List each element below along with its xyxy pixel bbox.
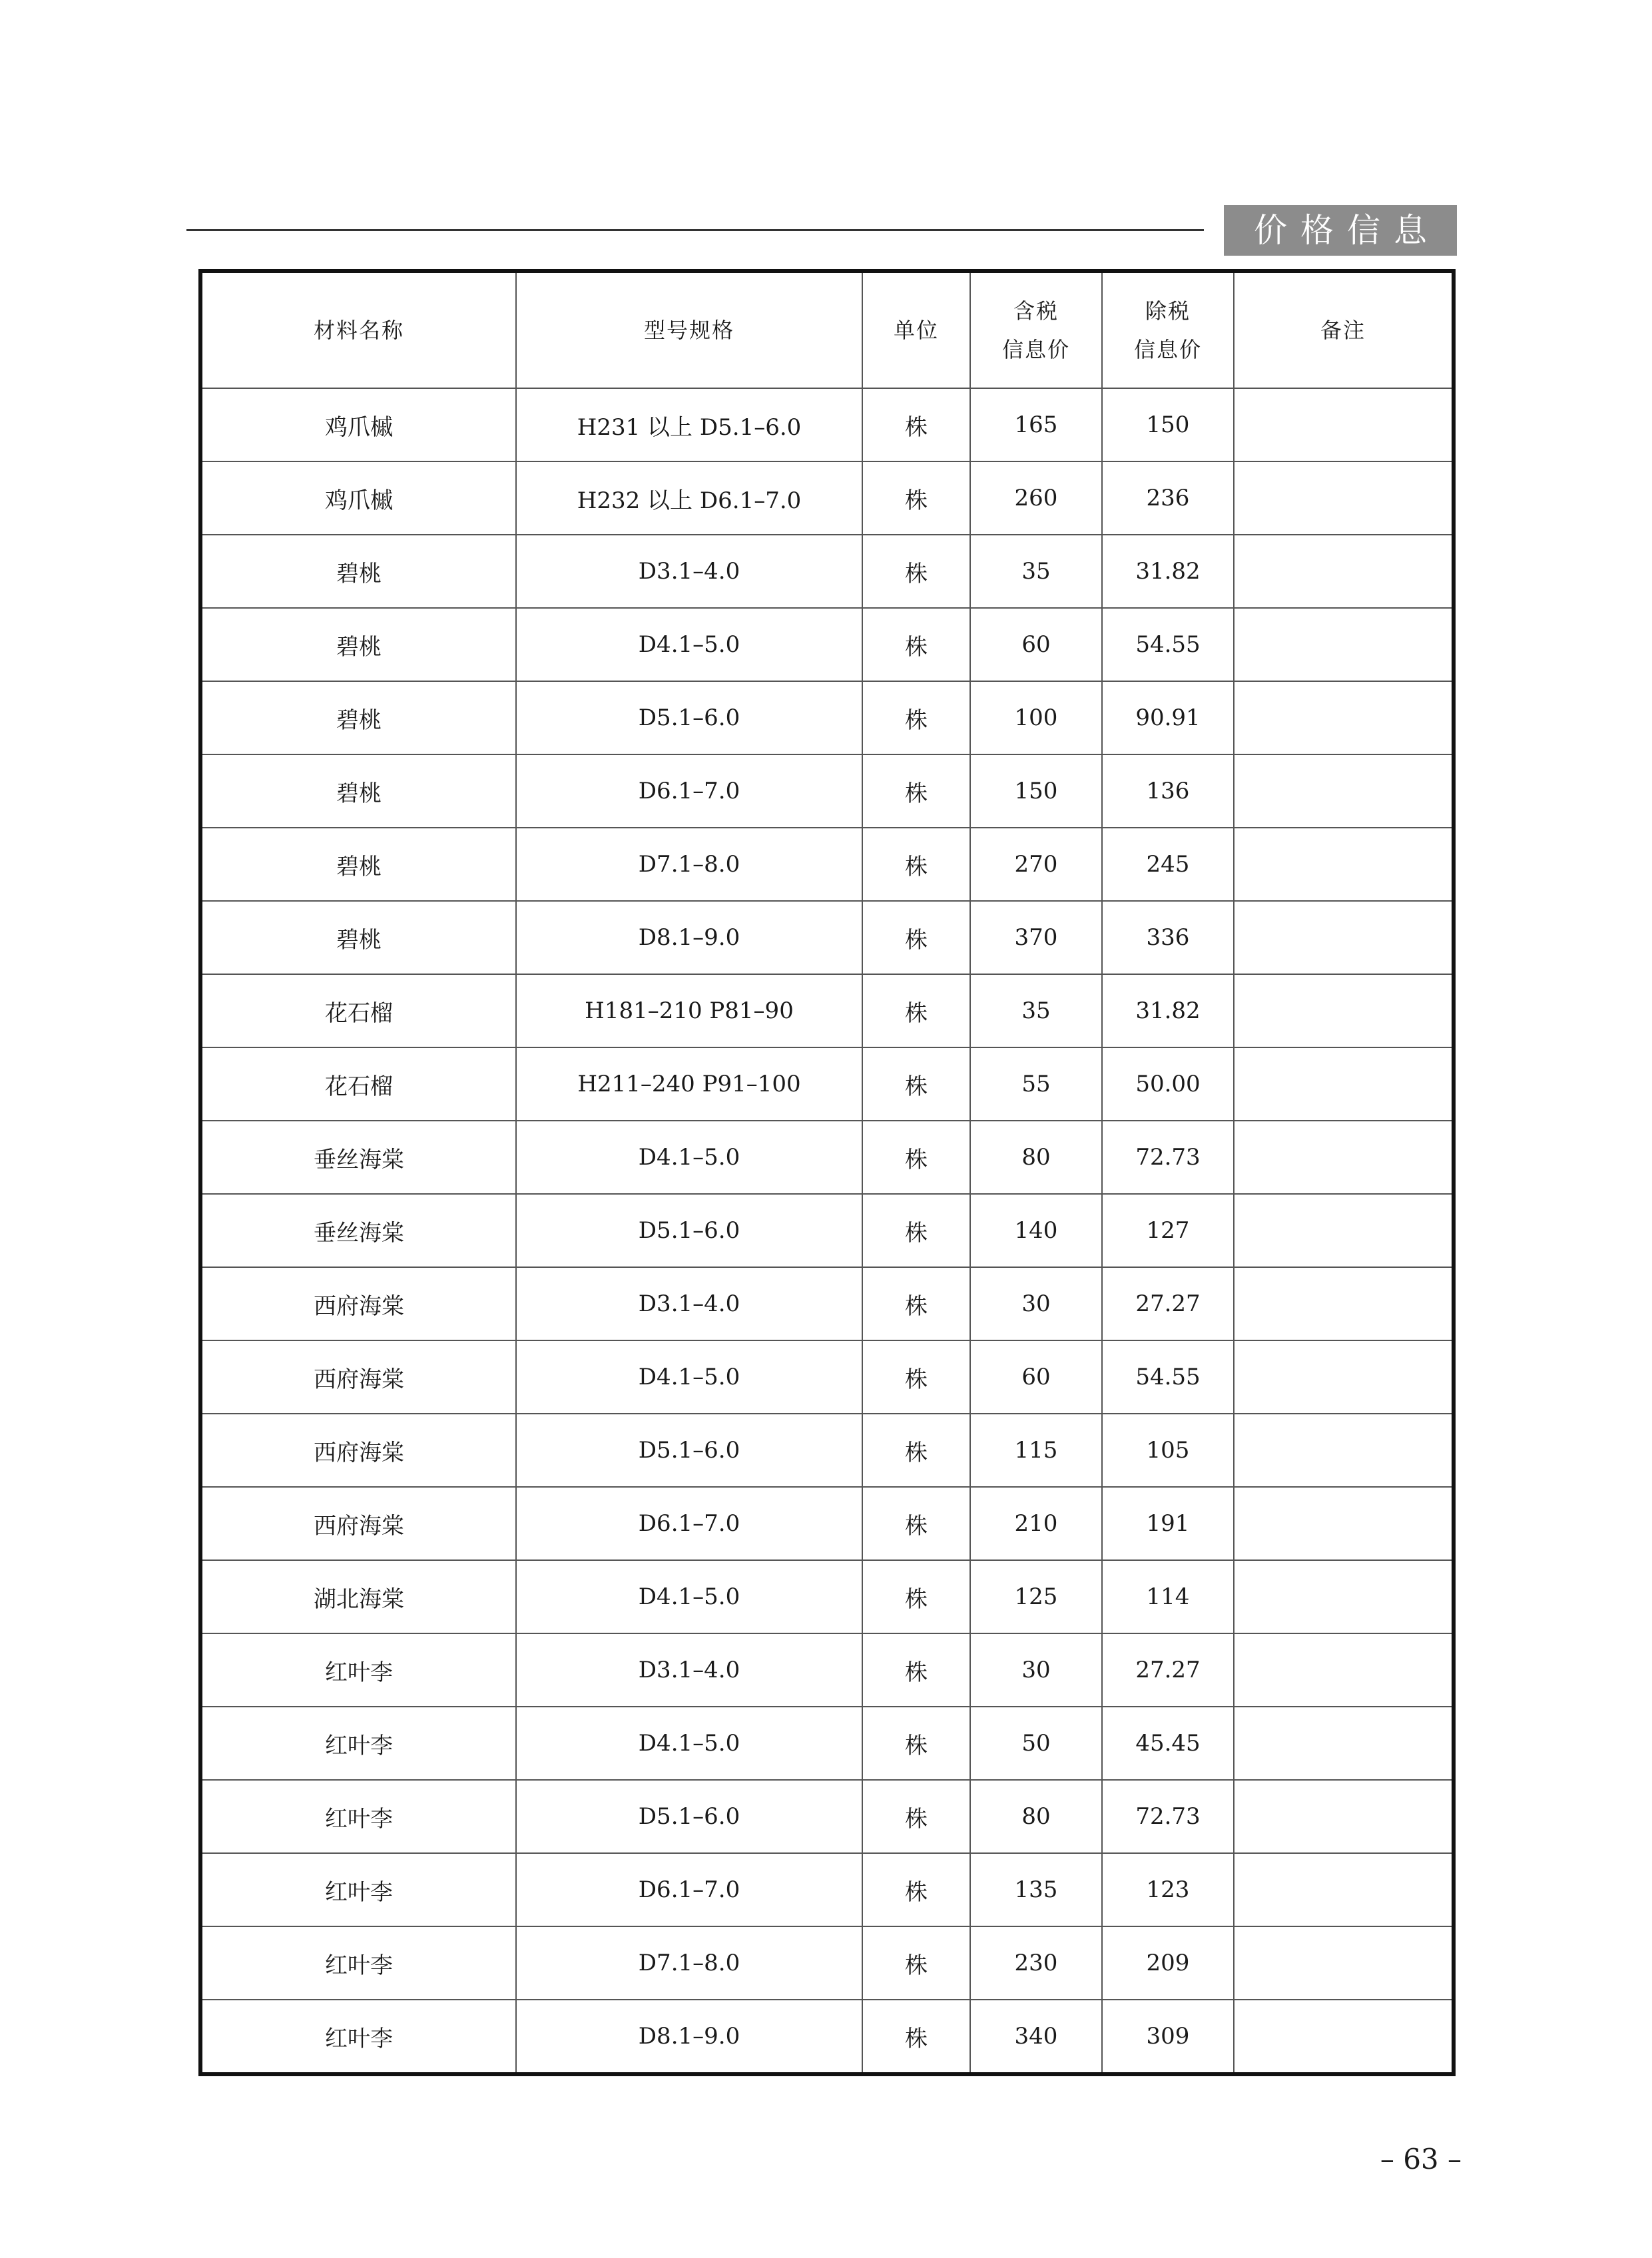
table-row — [200, 461, 1454, 535]
cell-unit: 株 — [862, 388, 970, 461]
cell-tax-included-price: 210 — [970, 1487, 1102, 1560]
cell-spec: D7.1–8.0 — [516, 1926, 862, 2000]
cell-tax-included-price: 115 — [970, 1414, 1102, 1487]
cell-spec: D5.1–6.0 — [516, 1414, 862, 1487]
cell-spec: D7.1–8.0 — [516, 828, 862, 901]
cell-material-name: 红叶李 — [200, 1926, 516, 2000]
header-unit: 单位 — [862, 271, 970, 388]
cell-material-name: 花石榴 — [200, 974, 516, 1047]
table-row — [200, 754, 1454, 828]
header-rule — [186, 229, 1204, 231]
cell-material-name: 鸡爪槭 — [200, 388, 516, 461]
cell-tax-included-price: 35 — [970, 535, 1102, 608]
cell-tax-excluded-price: 31.82 — [1102, 974, 1234, 1047]
cell-material-name: 碧桃 — [200, 681, 516, 754]
cell-unit: 株 — [862, 461, 970, 535]
cell-tax-excluded-price: 90.91 — [1102, 681, 1234, 754]
cell-tax-included-price: 135 — [970, 1853, 1102, 1926]
cell-tax-excluded-price: 123 — [1102, 1853, 1234, 1926]
cell-remark — [1234, 1194, 1454, 1267]
cell-remark — [1234, 974, 1454, 1047]
cell-spec: H181–210 P81–90 — [516, 974, 862, 1047]
cell-material-name: 碧桃 — [200, 535, 516, 608]
cell-spec: D4.1–5.0 — [516, 608, 862, 681]
cell-tax-included-price: 340 — [970, 2000, 1102, 2074]
cell-remark — [1234, 1926, 1454, 2000]
cell-spec: D3.1–4.0 — [516, 1633, 862, 1707]
cell-tax-included-price: 60 — [970, 608, 1102, 681]
cell-tax-excluded-price: 54.55 — [1102, 608, 1234, 681]
cell-unit: 株 — [862, 1560, 970, 1633]
cell-spec: D8.1–9.0 — [516, 2000, 862, 2074]
cell-material-name: 花石榴 — [200, 1047, 516, 1121]
cell-material-name: 红叶李 — [200, 1853, 516, 1926]
table-row — [200, 901, 1454, 974]
cell-remark — [1234, 608, 1454, 681]
cell-unit: 株 — [862, 828, 970, 901]
cell-remark — [1234, 1853, 1454, 1926]
cell-tax-included-price: 270 — [970, 828, 1102, 901]
table-row — [200, 1707, 1454, 1780]
cell-spec: H231 以上 D5.1–6.0 — [516, 388, 862, 461]
cell-tax-excluded-price: 72.73 — [1102, 1780, 1234, 1853]
cell-remark — [1234, 535, 1454, 608]
table-row — [200, 388, 1454, 461]
table-row — [200, 535, 1454, 608]
cell-tax-included-price: 30 — [970, 1267, 1102, 1340]
cell-remark — [1234, 1340, 1454, 1414]
cell-spec: H211–240 P91–100 — [516, 1047, 862, 1121]
cell-tax-included-price: 140 — [970, 1194, 1102, 1267]
cell-tax-included-price: 230 — [970, 1926, 1102, 2000]
header-remark: 备注 — [1234, 271, 1454, 388]
cell-tax-excluded-price: 150 — [1102, 388, 1234, 461]
cell-spec: D5.1–6.0 — [516, 1780, 862, 1853]
cell-tax-included-price: 165 — [970, 388, 1102, 461]
cell-remark — [1234, 388, 1454, 461]
cell-spec: D6.1–7.0 — [516, 1487, 862, 1560]
cell-remark — [1234, 461, 1454, 535]
cell-spec: D6.1–7.0 — [516, 1853, 862, 1926]
header-tax-excluded-line2: 信息价 — [1133, 337, 1202, 362]
cell-tax-excluded-price: 45.45 — [1102, 1707, 1234, 1780]
cell-spec: D4.1–5.0 — [516, 1340, 862, 1414]
table-row — [200, 1340, 1454, 1414]
cell-unit: 株 — [862, 901, 970, 974]
header-tax-included-line1: 含税 — [1013, 298, 1059, 324]
cell-unit: 株 — [862, 681, 970, 754]
cell-material-name: 红叶李 — [200, 1633, 516, 1707]
cell-tax-included-price: 55 — [970, 1047, 1102, 1121]
cell-unit: 株 — [862, 535, 970, 608]
cell-unit: 株 — [862, 1414, 970, 1487]
cell-tax-excluded-price: 54.55 — [1102, 1340, 1234, 1414]
cell-unit: 株 — [862, 1926, 970, 2000]
cell-tax-included-price: 80 — [970, 1780, 1102, 1853]
cell-tax-excluded-price: 50.00 — [1102, 1047, 1234, 1121]
cell-tax-excluded-price: 127 — [1102, 1194, 1234, 1267]
cell-spec: D6.1–7.0 — [516, 754, 862, 828]
cell-unit: 株 — [862, 1633, 970, 1707]
table-row — [200, 1853, 1454, 1926]
table-row — [200, 1121, 1454, 1194]
cell-tax-excluded-price: 245 — [1102, 828, 1234, 901]
cell-material-name: 红叶李 — [200, 2000, 516, 2074]
table-row — [200, 828, 1454, 901]
cell-remark — [1234, 1560, 1454, 1633]
header-tax-included-line2: 信息价 — [1001, 337, 1070, 362]
table-row — [200, 1487, 1454, 1560]
cell-tax-included-price: 80 — [970, 1121, 1102, 1194]
cell-tax-excluded-price: 27.27 — [1102, 1633, 1234, 1707]
cell-unit: 株 — [862, 1707, 970, 1780]
cell-remark — [1234, 1487, 1454, 1560]
cell-spec: D4.1–5.0 — [516, 1121, 862, 1194]
header-material-name: 材料名称 — [200, 271, 516, 388]
cell-material-name: 西府海棠 — [200, 1414, 516, 1487]
cell-spec: D4.1–5.0 — [516, 1560, 862, 1633]
cell-tax-excluded-price: 105 — [1102, 1414, 1234, 1487]
cell-remark — [1234, 681, 1454, 754]
table-row — [200, 1780, 1454, 1853]
cell-material-name: 湖北海棠 — [200, 1560, 516, 1633]
cell-tax-included-price: 150 — [970, 754, 1102, 828]
header-tax-included-price — [970, 271, 1102, 388]
cell-remark — [1234, 1047, 1454, 1121]
cell-tax-included-price: 35 — [970, 974, 1102, 1047]
cell-material-name: 碧桃 — [200, 828, 516, 901]
cell-spec: D5.1–6.0 — [516, 1194, 862, 1267]
cell-unit: 株 — [862, 1487, 970, 1560]
cell-tax-included-price: 260 — [970, 461, 1102, 535]
cell-material-name: 西府海棠 — [200, 1487, 516, 1560]
cell-unit: 株 — [862, 1340, 970, 1414]
header-spec: 型号规格 — [516, 271, 862, 388]
cell-tax-excluded-price: 114 — [1102, 1560, 1234, 1633]
table-body — [200, 388, 1454, 2074]
cell-unit: 株 — [862, 974, 970, 1047]
table-row — [200, 1560, 1454, 1633]
cell-spec: D4.1–5.0 — [516, 1707, 862, 1780]
cell-tax-included-price: 50 — [970, 1707, 1102, 1780]
cell-material-name: 红叶李 — [200, 1707, 516, 1780]
table-row — [200, 608, 1454, 681]
header-tax-excluded-line1: 除税 — [1145, 298, 1191, 324]
cell-remark — [1234, 901, 1454, 974]
cell-tax-excluded-price: 27.27 — [1102, 1267, 1234, 1340]
cell-remark — [1234, 754, 1454, 828]
cell-material-name: 碧桃 — [200, 901, 516, 974]
cell-remark — [1234, 1633, 1454, 1707]
cell-material-name: 垂丝海棠 — [200, 1121, 516, 1194]
cell-unit: 株 — [862, 1853, 970, 1926]
cell-spec: H232 以上 D6.1–7.0 — [516, 461, 862, 535]
header-tax-excluded-price — [1102, 271, 1234, 388]
cell-tax-excluded-price: 136 — [1102, 754, 1234, 828]
cell-unit: 株 — [862, 754, 970, 828]
cell-material-name: 红叶李 — [200, 1780, 516, 1853]
cell-tax-excluded-price: 72.73 — [1102, 1121, 1234, 1194]
cell-tax-excluded-price: 191 — [1102, 1487, 1234, 1560]
cell-tax-included-price: 100 — [970, 681, 1102, 754]
cell-remark — [1234, 1267, 1454, 1340]
cell-tax-included-price: 30 — [970, 1633, 1102, 1707]
cell-unit: 株 — [862, 2000, 970, 2074]
cell-remark — [1234, 2000, 1454, 2074]
price-table — [198, 269, 1456, 2076]
cell-unit: 株 — [862, 1047, 970, 1121]
cell-material-name: 碧桃 — [200, 754, 516, 828]
cell-material-name: 碧桃 — [200, 608, 516, 681]
cell-remark — [1234, 1707, 1454, 1780]
table-row — [200, 1267, 1454, 1340]
cell-material-name: 西府海棠 — [200, 1267, 516, 1340]
cell-tax-excluded-price: 336 — [1102, 901, 1234, 974]
table-header-row — [200, 271, 1454, 388]
table-row — [200, 974, 1454, 1047]
table-row — [200, 2000, 1454, 2074]
table-row — [200, 1047, 1454, 1121]
table-row — [200, 1194, 1454, 1267]
cell-spec: D8.1–9.0 — [516, 901, 862, 974]
table-row — [200, 681, 1454, 754]
cell-tax-excluded-price: 309 — [1102, 2000, 1234, 2074]
cell-remark — [1234, 1414, 1454, 1487]
cell-unit: 株 — [862, 608, 970, 681]
cell-unit: 株 — [862, 1121, 970, 1194]
section-title-badge: 价格信息 — [1224, 205, 1457, 256]
cell-tax-included-price: 60 — [970, 1340, 1102, 1414]
cell-remark — [1234, 828, 1454, 901]
cell-material-name: 西府海棠 — [200, 1340, 516, 1414]
cell-unit: 株 — [862, 1194, 970, 1267]
cell-tax-excluded-price: 236 — [1102, 461, 1234, 535]
cell-unit: 株 — [862, 1267, 970, 1340]
cell-spec: D5.1–6.0 — [516, 681, 862, 754]
cell-tax-excluded-price: 209 — [1102, 1926, 1234, 2000]
cell-spec: D3.1–4.0 — [516, 1267, 862, 1340]
page-number: – 63 – — [1380, 2143, 1462, 2175]
cell-tax-included-price: 370 — [970, 901, 1102, 974]
table-row — [200, 1633, 1454, 1707]
cell-tax-excluded-price: 31.82 — [1102, 535, 1234, 608]
cell-spec: D3.1–4.0 — [516, 535, 862, 608]
cell-unit: 株 — [862, 1780, 970, 1853]
cell-material-name: 垂丝海棠 — [200, 1194, 516, 1267]
cell-tax-included-price: 125 — [970, 1560, 1102, 1633]
table-row — [200, 1414, 1454, 1487]
cell-remark — [1234, 1780, 1454, 1853]
table-row — [200, 1926, 1454, 2000]
cell-remark — [1234, 1121, 1454, 1194]
cell-material-name: 鸡爪槭 — [200, 461, 516, 535]
